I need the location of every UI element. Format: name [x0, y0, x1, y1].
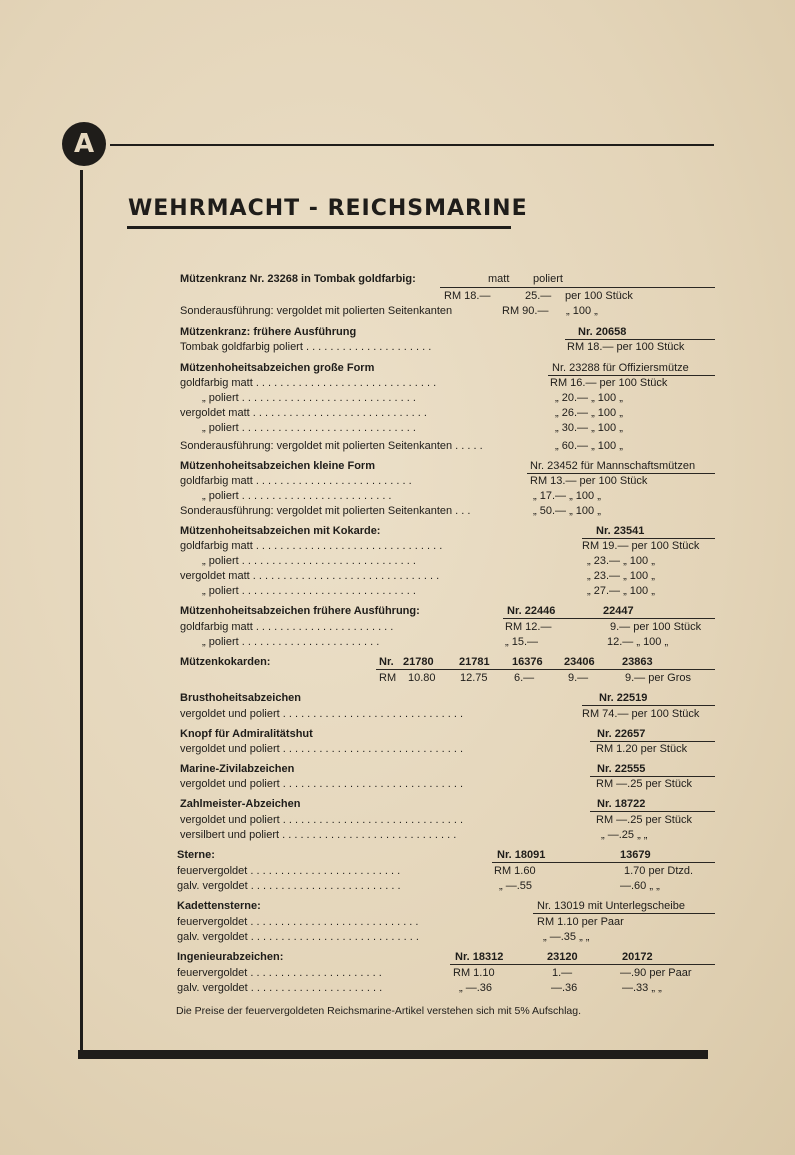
item-heading-text: Mützenhoheitsabzeichen kleine Form: [180, 460, 375, 472]
column-label: poliert: [533, 273, 563, 285]
price: 9.— per 100 Stück: [610, 621, 702, 633]
price: RM 19.— per 100 Stück: [582, 540, 700, 552]
price: 10.80: [408, 672, 436, 684]
item-heading-text: Mützenhoheitsabzeichen große Form: [180, 362, 375, 374]
item-heading: [180, 797, 300, 811]
price: 1.70 per Dtzd.: [624, 865, 694, 877]
price: „ 60.— „ 100 „: [555, 440, 623, 452]
item-line: vergoldet matt . . . . . . . . . . . . . . . . . . . . . . . . . . . . . . .: [180, 570, 440, 582]
item-number: [547, 950, 578, 964]
item-heading: [180, 325, 356, 339]
item-number: [379, 655, 394, 669]
price: „ 26.— „ 100 „: [555, 407, 623, 419]
item-number-text: 21780: [403, 656, 434, 668]
price: 25.—: [525, 290, 552, 302]
item-number-text: Nr.: [379, 656, 394, 668]
item-number: [403, 655, 434, 669]
item-number-text: 16376: [512, 656, 543, 668]
price: RM —.25 per Stück: [596, 814, 692, 826]
item-line: Sonderausführung: vergoldet mit polierten Seitenkanten: [180, 305, 453, 317]
unit: per 100 Stück: [565, 290, 633, 302]
item-heading: [180, 604, 420, 618]
price: —.60 „ „: [620, 880, 660, 892]
item-heading: [180, 762, 294, 776]
column-label: matt: [488, 273, 510, 285]
price: „ 23.— „ 100 „: [587, 570, 655, 582]
price: —.33 „ „: [622, 982, 662, 994]
item-number-text: 22447: [603, 605, 634, 617]
row-underline: [450, 964, 715, 965]
item-number-text: 23120: [547, 951, 578, 963]
item-number: [455, 950, 503, 964]
item-heading-text: Mützenkranz: frühere Ausführung: [180, 326, 357, 338]
row-underline: [590, 811, 715, 812]
price: RM 16.— per 100 Stück: [550, 377, 668, 389]
price: RM 18.—: [444, 290, 491, 302]
item-number: [597, 762, 645, 776]
footnote: Die Preise der feuervergoldeten Reichsmarine-Artikel verstehen sich mit 5% Aufschlag.: [176, 1005, 582, 1017]
item-line: galv. vergoldet . . . . . . . . . . . . . . . . . . . . . . . . . . . .: [177, 931, 419, 943]
price: 12.75: [460, 672, 488, 684]
price: „ 17.— „ 100 „: [533, 490, 601, 502]
price: 6.—: [514, 672, 535, 684]
item-heading: [177, 950, 283, 964]
row-underline: [440, 287, 715, 288]
price: —.90 per Paar: [620, 967, 692, 979]
unit: „ 100 „: [566, 305, 598, 317]
item-number: [459, 655, 490, 669]
item-heading: [177, 899, 261, 913]
item-line: „ poliert . . . . . . . . . . . . . . . . . . . . . . . . . . . . .: [202, 422, 416, 434]
item-number-text: 13679: [620, 849, 651, 861]
item-number-text: Nr. 18312: [455, 951, 504, 963]
price: —.36: [551, 982, 578, 994]
price: „ 30.— „ 100 „: [555, 422, 623, 434]
item-line: „ poliert . . . . . . . . . . . . . . . . . . . . . . . . . . . . .: [202, 555, 416, 567]
item-heading: [180, 272, 416, 286]
item-number-text: Nr. 23541: [596, 525, 645, 537]
item-number: [497, 848, 545, 862]
price: „ —.55: [499, 880, 533, 892]
item-number: [597, 727, 645, 741]
item-heading-text: Marine-Zivilabzeichen: [180, 763, 295, 775]
item-number-text: Nr. 22555: [597, 763, 646, 775]
item-number-text: Nr. 22446: [507, 605, 556, 617]
item-number-text: Nr. 20658: [578, 326, 627, 338]
price: „ 50.— „ 100 „: [533, 505, 601, 517]
item-number-text: Nr. 22657: [597, 728, 646, 740]
item-line: galv. vergoldet . . . . . . . . . . . . . . . . . . . . . . . . .: [177, 880, 401, 892]
item-heading-text: Mützenhoheitsabzeichen frühere Ausführung:: [180, 605, 420, 617]
item-heading: [180, 655, 270, 669]
item-number: [603, 604, 634, 618]
item-heading-text: Zahlmeister-Abzeichen: [180, 798, 301, 810]
item-line: goldfarbig matt . . . . . . . . . . . . . . . . . . . . . . . . . . . . . . .: [180, 540, 443, 552]
item-heading-text: Brusthoheitsabzeichen: [180, 692, 302, 704]
item-number-text: Nr. 18091: [497, 849, 546, 861]
item-number: [597, 797, 645, 811]
item-heading: [180, 691, 301, 705]
item-line: versilbert und poliert . . . . . . . . . . . . . . . . . . . . . . . . . . . . .: [180, 829, 457, 841]
item-number: [578, 325, 626, 339]
item-heading: [180, 361, 374, 375]
item-number-text: 23406: [564, 656, 595, 668]
price: 9.—: [568, 672, 589, 684]
item-number-text: 21781: [459, 656, 490, 668]
item-heading-text: Mützenkokarden:: [180, 656, 271, 668]
price: RM 90.—: [502, 305, 549, 317]
price: RM 1.10 per Paar: [537, 916, 624, 928]
price: RM 18.— per 100 Stück: [567, 341, 685, 353]
price: 12.— „ 100 „: [607, 636, 669, 648]
item-number: [564, 655, 595, 669]
item-line: feuervergoldet . . . . . . . . . . . . . . . . . . . . . .: [177, 967, 382, 979]
item-number: [507, 604, 555, 618]
item-line: „ poliert . . . . . . . . . . . . . . . . . . . . . . . . . . . . .: [202, 585, 416, 597]
price: RM 1.10: [453, 967, 495, 979]
price: RM 74.— per 100 Stück: [582, 708, 700, 720]
price: RM 1.20 per Stück: [596, 743, 688, 755]
price: „ 15.—: [505, 636, 539, 648]
item-number: [622, 655, 653, 669]
item-line: goldfarbig matt . . . . . . . . . . . . . . . . . . . . . . . . . .: [180, 475, 412, 487]
item-heading: [180, 727, 313, 741]
item-number-text: Nr. 22519: [599, 692, 648, 704]
row-underline: [376, 669, 715, 670]
item-number: Nr. 23452 für Mannschaftsmützen: [530, 460, 696, 472]
row-underline: [503, 618, 715, 619]
item-heading: [180, 459, 375, 473]
item-number: Nr. 13019 mit Unterlegscheibe: [537, 900, 685, 912]
item-heading: [177, 848, 215, 862]
item-heading-text: Mützenhoheitsabzeichen mit Kokarde:: [180, 525, 381, 537]
item-number: [622, 950, 653, 964]
item-line: goldfarbig matt . . . . . . . . . . . . . . . . . . . . . . . . . . . . . .: [180, 377, 437, 389]
item-number: [512, 655, 543, 669]
page-title: WEHRMACHT - REICHSMARINE: [128, 196, 528, 221]
item-line: vergoldet und poliert . . . . . . . . . . . . . . . . . . . . . . . . . . . . . .: [180, 778, 464, 790]
item-line: „ poliert . . . . . . . . . . . . . . . . . . . . . . . . . . . . .: [202, 392, 416, 404]
item-line: feuervergoldet . . . . . . . . . . . . . . . . . . . . . . . . . . . .: [177, 916, 419, 928]
price: „ —.35 „ „: [543, 931, 590, 943]
item-line: vergoldet und poliert . . . . . . . . . . . . . . . . . . . . . . . . . . . . . .: [180, 743, 464, 755]
price: RM 1.60: [494, 865, 536, 877]
price: RM: [379, 672, 397, 684]
item-number-text: 20172: [622, 951, 653, 963]
price: „ —.36: [459, 982, 493, 994]
item-heading-text: Mützenkranz Nr. 23268 in Tombak goldfarbig:: [180, 273, 416, 285]
row-underline: [533, 913, 715, 914]
item-number-text: Nr. 18722: [597, 798, 646, 810]
item-number: [596, 524, 644, 538]
item-heading-text: Kadettensterne:: [177, 900, 261, 912]
item-line: Sonderausführung: vergoldet mit polierten Seitenkanten . . . . .: [180, 440, 483, 452]
item-line: galv. vergoldet . . . . . . . . . . . . . . . . . . . . . .: [177, 982, 383, 994]
item-line: vergoldet und poliert . . . . . . . . . . . . . . . . . . . . . . . . . . . . . .: [180, 708, 464, 720]
item-line: vergoldet und poliert . . . . . . . . . . . . . . . . . . . . . . . . . . . . . .: [180, 814, 464, 826]
price: „ 20.— „ 100 „: [555, 392, 623, 404]
item-number-text: 23863: [622, 656, 653, 668]
item-number: [599, 691, 647, 705]
item-line: „ poliert . . . . . . . . . . . . . . . . . . . . . . .: [202, 636, 380, 648]
price: RM 12.—: [505, 621, 552, 633]
price: RM —.25 per Stück: [596, 778, 692, 790]
item-line: vergoldet matt . . . . . . . . . . . . . . . . . . . . . . . . . . . . .: [180, 407, 427, 419]
logo-letter: A: [73, 129, 95, 159]
item-number: Nr. 23288 für Offiziersmütze: [552, 362, 689, 374]
item-line: „ poliert . . . . . . . . . . . . . . . . . . . . . . . . .: [202, 490, 392, 502]
item-line: Tombak goldfarbig poliert . . . . . . . . . . . . . . . . . . . . .: [180, 341, 432, 353]
item-heading-text: Sterne:: [177, 849, 215, 861]
item-line: Sonderausführung: vergoldet mit polierten Seitenkanten . . .: [180, 505, 471, 517]
price: „ 23.— „ 100 „: [587, 555, 655, 567]
price: 1.—: [552, 967, 573, 979]
item-number: [620, 848, 651, 862]
item-line: feuervergoldet . . . . . . . . . . . . . . . . . . . . . . . . .: [177, 865, 401, 877]
row-underline: [492, 862, 715, 863]
item-line: goldfarbig matt . . . . . . . . . . . . . . . . . . . . . . .: [180, 621, 394, 633]
price: 9.— per Gros: [625, 672, 692, 684]
price: RM 13.— per 100 Stück: [530, 475, 648, 487]
row-underline: [582, 705, 715, 706]
price: „ —.25 „ „: [601, 829, 648, 841]
price: „ 27.— „ 100 „: [587, 585, 655, 597]
item-heading-text: Ingenieurabzeichen:: [177, 951, 284, 963]
item-heading-text: Knopf für Admiralitätshut: [180, 728, 313, 740]
item-heading: [180, 524, 380, 538]
